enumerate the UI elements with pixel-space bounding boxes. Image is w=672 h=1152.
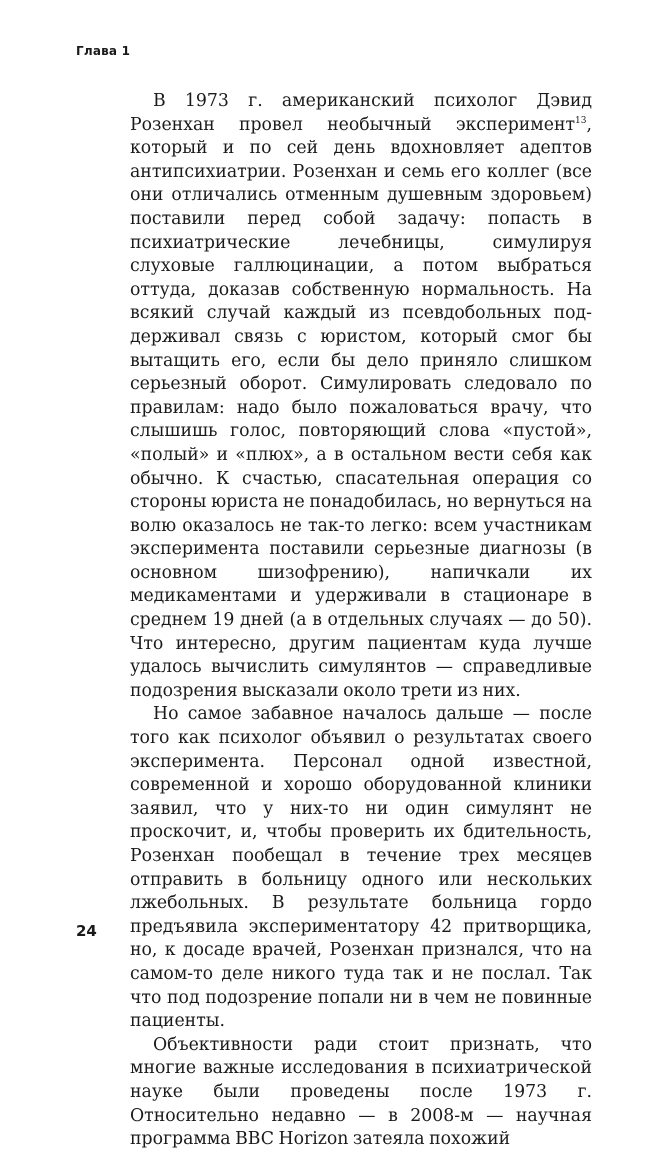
page-number: 24 bbox=[76, 922, 97, 940]
footnote-marker[interactable]: 13 bbox=[575, 115, 587, 126]
paragraph-3: Объективности ради стоит признать, что многие важные исследования в психиатрической науке были проведены после 1973 г. Относительно недавно — в 2008-м — научная программа BBC Horizon затеяла похожий bbox=[130, 1034, 592, 1150]
running-head-chapter: Глава 1 bbox=[76, 44, 131, 58]
paragraph-1 bbox=[130, 90, 592, 703]
paragraph-2: Но самое забавное началось дальше — после того как психолог объявил о результатах своего эксперимента. Персонал одной известной, современной и хорошо оборудованной клиники заявил, что у них-то ни один симулянт не проскочит, и, чтобы проверить их бдительность, Розенхан пообещал в течение трех месяцев отправить в больницу одного или нескольких лжебольных. В результате больница гордо предъявила экспериментатору 42 притворщика, но, к досаде врачей, Розенхан признался, что на самом-то деле никого туда так и не послал. Так что под подозрение попали ни в чем не повинные пациенты. bbox=[130, 704, 592, 1032]
paragraph-1-rest: , который и по сей день вдохновляет адептов антипсихиатрии. Розенхан и семь его коллег (все они отличались отменным душевным здоровьем) поставили перед собой задачу: попасть в психиатрические лечебницы, симулируя слуховые галлюцинации, а потом выбраться оттуда, доказав собственную нормальность. На всякий случай каждый из псевдобольных поддерживал связь с юристом, который смог бы вытащить его, если бы дело приняло слишком серьезный оборот. Симулировать следовало по правилам: надо было пожаловаться врачу, что слышишь голос, повторяющий слова «пустой», «полый» и «плюх», а в остальном вести себя как обычно. К счастью, спасательная операция со стороны юриста не понадобилась, но вернуться на волю оказалось не так-то легко: всем участникам эксперимента поставили серьезные диагнозы (в основном шизофрению), напичкали их медикаментами и удерживали в стационаре в среднем 19 дней (а в отдельных случаях — до 50). Что интересно, другим пациентам куда лучше удалось вычислить симулянтов — справедливые подозрения высказали около трети из них. bbox=[130, 114, 592, 701]
body-text bbox=[130, 90, 592, 1152]
paragraph-1-start: В 1973 г. американский психолог Дэвид Розенхан провел необычный эксперимент bbox=[130, 91, 592, 135]
